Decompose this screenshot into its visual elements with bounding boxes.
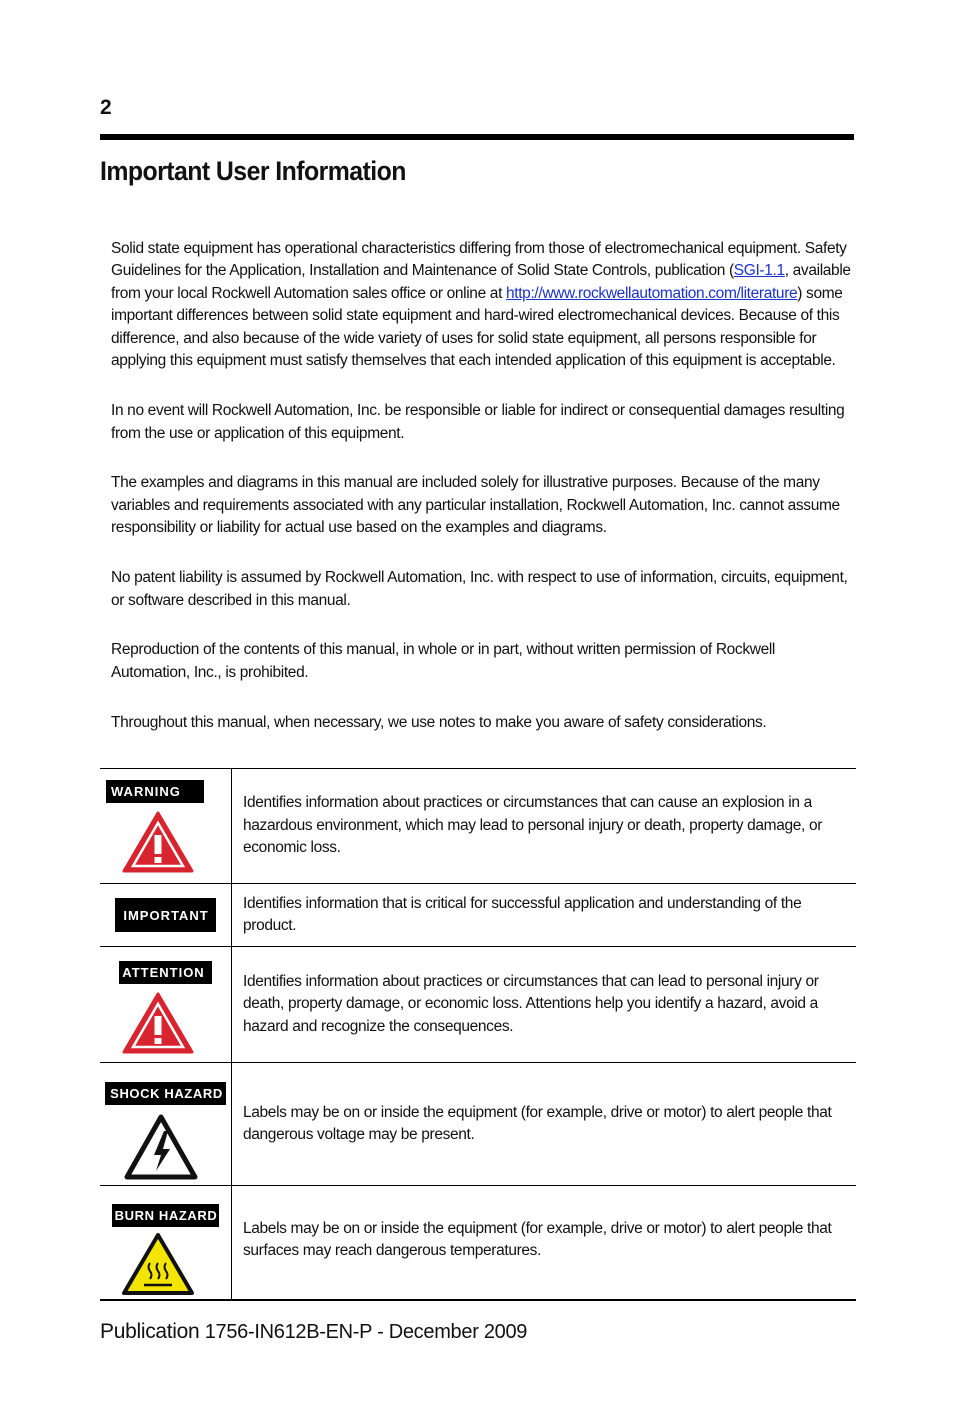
burn-hazard-badge: BURN HAZARD (112, 1204, 220, 1227)
warning-text: Identifies information about practices or circumstances that can cause an explosion in a hazardous environment, which may lead to personal injury or death, property damage, or economic loss. (243, 794, 823, 857)
paragraph-notes-intro: Throughout this manual, when necessary, we use notes to make you aware of safety considerations. (111, 714, 767, 732)
warning-triangle-icon (122, 809, 194, 873)
paragraph-text: Solid state equipment has operational characteristics differing from those of electromechanical equipment. Safety Guidelines for the Application, Installation and Maintenance of Solid State Controls, publication ( (111, 240, 847, 280)
page-title: Important User Information (100, 156, 406, 186)
note-label-cell (100, 769, 232, 884)
page-number: 2 (100, 96, 112, 119)
note-label-cell (100, 1186, 232, 1300)
note-row-shock-hazard (100, 1063, 856, 1186)
note-label-cell (100, 1063, 232, 1186)
note-row-attention (100, 947, 856, 1063)
paragraph-liability: In no event will Rockwell Automation, Inc. be responsible or liable for indirect or consequential damages resulting from the use or application of this equipment. (111, 402, 845, 442)
note-text-cell (232, 1186, 857, 1300)
publication-footer (100, 1320, 527, 1344)
literature-link[interactable]: http://www.rockwellautomation.com/literature (506, 284, 798, 302)
publication-id: 1756-IN612B-EN-P - December 2009 (199, 1321, 528, 1343)
paragraph-text: ) some important differences between solid state equipment and hard-wired electromechanical devices. Because of this difference, and also because of the wide variety of uses for solid state equipment, all persons responsible for applying this equipment must satisfy themselves that each intended application of this equipment is acceptable. (111, 284, 843, 370)
burn-hazard-text: Labels may be on or inside the equipment (for example, drive or motor) to alert people that surfaces may reach dangerous temperatures. (243, 1220, 832, 1260)
attention-badge: ATTENTION (119, 961, 211, 984)
paragraph-patent: No patent liability is assumed by Rockwell Automation, Inc. with respect to use of information, circuits, equipment, or software described in this manual. (111, 569, 848, 609)
warning-triangle-icon (122, 990, 194, 1054)
note-text-cell (232, 1063, 857, 1186)
shock-hazard-badge: SHOCK HAZARD (105, 1082, 226, 1105)
paragraph-safety-guidelines (111, 238, 851, 372)
safety-notes-table (100, 768, 856, 1301)
note-text-cell (232, 947, 857, 1063)
header-rule (100, 134, 854, 140)
warning-badge: WARNING (106, 780, 204, 803)
note-text-cell (232, 884, 857, 947)
important-badge: IMPORTANT (115, 898, 215, 932)
note-label-cell (100, 884, 232, 947)
publication-label: Publication (100, 1320, 200, 1343)
paragraph-reproduction: Reproduction of the contents of this manual, in whole or in part, without written permission of Rockwell Automation, Inc., is prohibited. (111, 641, 776, 681)
paragraph-examples: The examples and diagrams in this manual are included solely for illustrative purposes. Because of the many variables and requirements associated with any particular installation, Rockwell Automation, Inc. cannot assume responsibility or liability for actual use based on the examples and diagrams. (111, 474, 840, 537)
attention-text: Identifies information about practices or circumstances that can lead to personal injury or death, property damage, or economic loss. Attentions help you identify a hazard, avoid a hazard and recognize the consequences. (243, 972, 819, 1035)
note-label-cell (100, 947, 232, 1063)
shock-hazard-text: Labels may be on or inside the equipment (for example, drive or motor) to alert people that dangerous voltage may be present. (243, 1103, 832, 1143)
note-text-cell (232, 769, 857, 884)
hot-surface-icon (122, 1231, 194, 1295)
note-row-burn-hazard (100, 1186, 856, 1300)
sgi-link[interactable]: SGI-1.1 (733, 262, 785, 280)
paragraph-text: , available from your local Rockwell Automation sales office or online at (111, 262, 851, 302)
note-row-warning (100, 769, 856, 884)
electric-shock-icon (124, 1113, 198, 1181)
important-text: Identifies information that is critical for successful application and understanding of the product. (243, 894, 802, 934)
body-text (111, 238, 851, 735)
note-row-important (100, 884, 856, 947)
